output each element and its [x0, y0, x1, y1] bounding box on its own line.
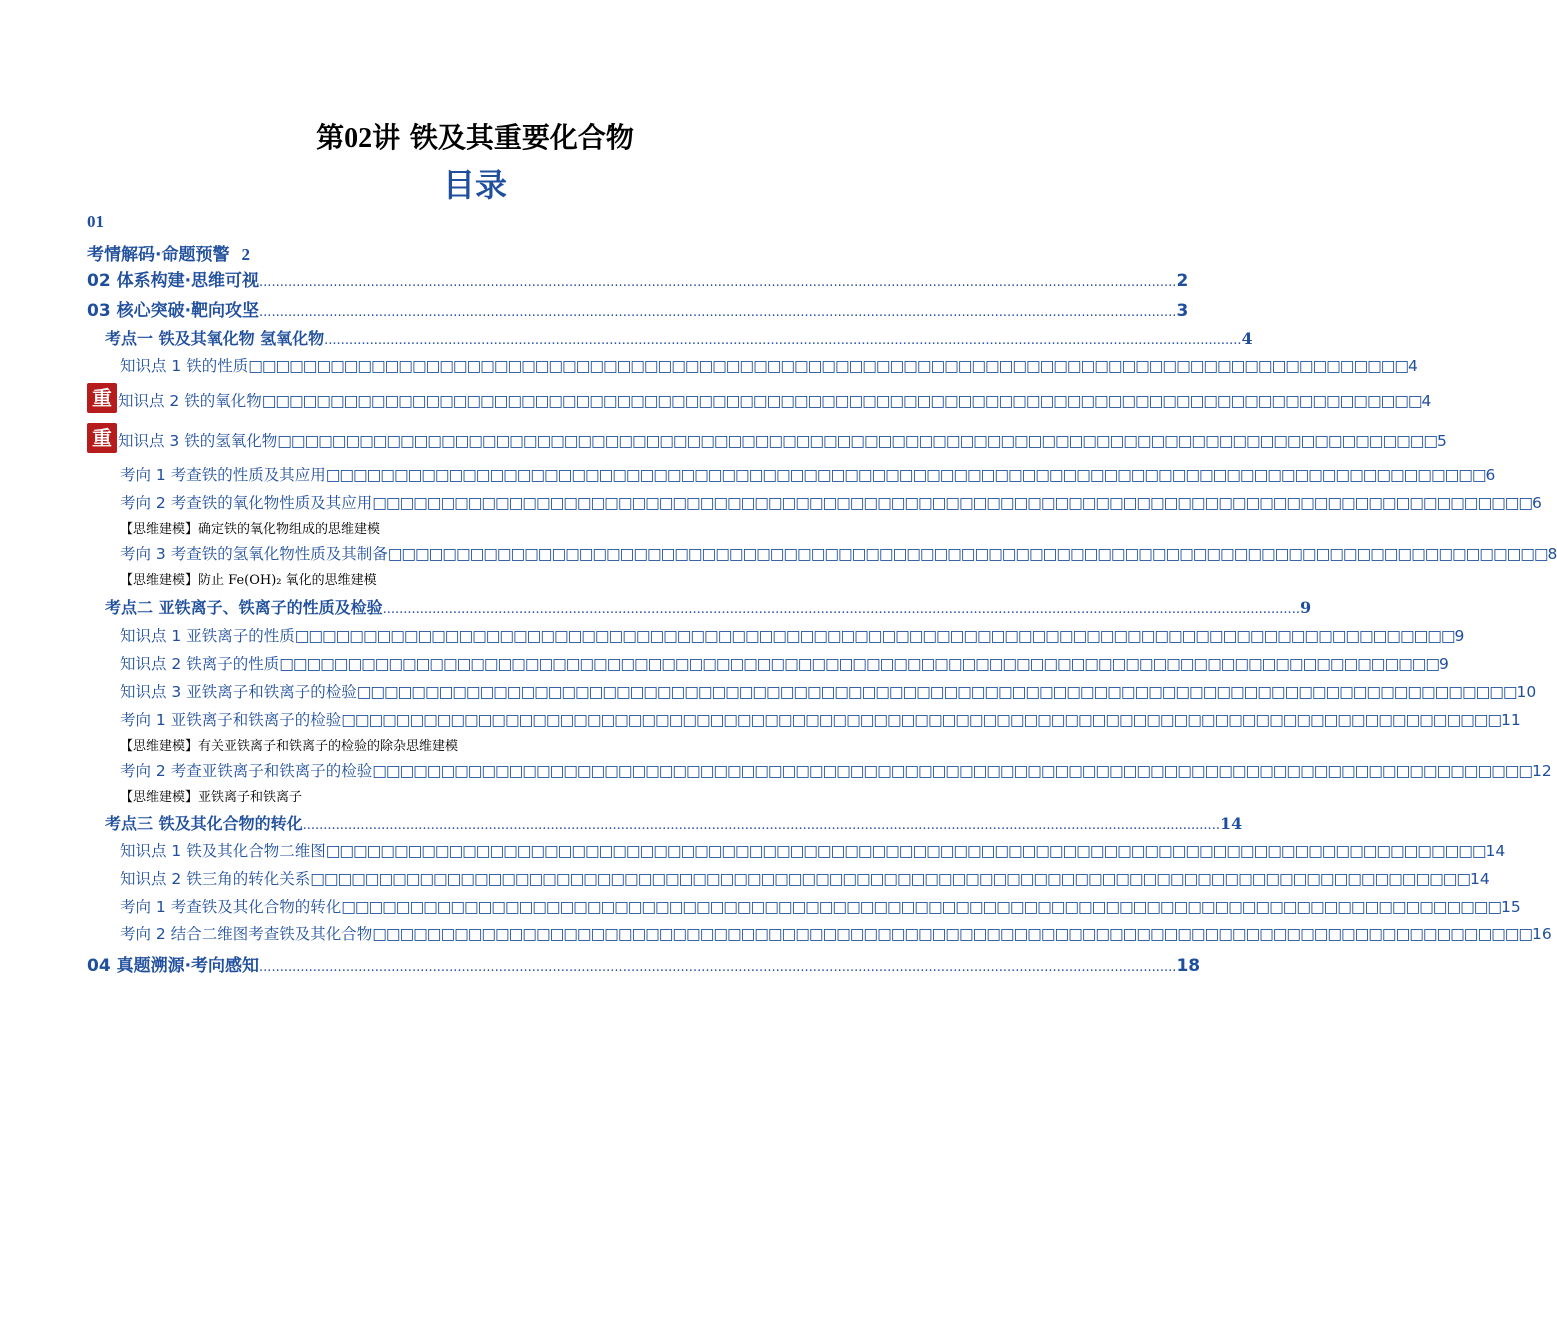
toc-entry-zhishidian-1-2[interactable]	[118, 389, 1432, 411]
toc-page: 11	[1501, 711, 1521, 729]
toc-entry-kaodian-3[interactable]	[105, 811, 1243, 834]
thinking-model-note: 【思维建模】有关亚铁离子和铁离子的检验的除杂思维建模	[120, 739, 459, 754]
toc-entry-zhishidian-2-3[interactable]	[120, 680, 1537, 702]
box-leader: □□□□□□□□□□□□□□□□□□□□□□□□□□□□□□□□□□□□□□□□□□□□□□□□□□□□□□□□□□□□□□□□□□□□□□□□□□□□□□□□□□□□□	[325, 466, 1486, 484]
dot-leader: ..............................................................................................................................................................................................................................	[259, 960, 1177, 975]
toc-entry-04[interactable]	[87, 951, 1201, 976]
toc-entry-kaoxiang-2-1[interactable]	[120, 708, 1521, 730]
toc-label: 知识点 2 铁三角的转化关系	[120, 870, 311, 888]
box-leader: □□□□□□□□□□□□□□□□□□□□□□□□□□□□□□□□□□□□□□□□□□□□□□□□□□□□□□□□□□□□□□□□□□□□□□□□□□□□□□□□□□□□□	[372, 494, 1533, 512]
toc-page: 16	[1532, 925, 1552, 943]
toc-page: 9	[1439, 655, 1449, 673]
title-suffix: 讲 铁及其重要化合物	[372, 121, 634, 154]
toc-entry-kaoxiang-2-2[interactable]	[120, 759, 1552, 781]
toc-label: 知识点 1 铁的性质	[120, 357, 249, 375]
toc-page: 5	[1437, 432, 1447, 450]
box-leader: □□□□□□□□□□□□□□□□□□□□□□□□□□□□□□□□□□□□□□□□□□□□□□□□□□□□□□□□□□□□□□□□□□□□□□□□□□□□□□□□□□□□□	[294, 627, 1455, 645]
toc-entry-02[interactable]	[87, 266, 1189, 291]
toc-entry-kaodian-1[interactable]	[105, 326, 1253, 349]
box-leader: □□□□□□□□□□□□□□□□□□□□□□□□□□□□□□□□□□□□□□□□□□□□□□□□□□□□□□□□□□□□□□□□□□□□□□□□□□□□□□□□□□□□□	[325, 842, 1486, 860]
box-leader: □□□□□□□□□□□□□□□□□□□□□□□□□□□□□□□□□□□□□□□□□□□□□□□□□□□□□□□□□□□□□□□□□□□□□□□□□□□□□□□□□□□□□	[341, 898, 1502, 916]
box-leader: □□□□□□□□□□□□□□□□□□□□□□□□□□□□□□□□□□□□□□□□□□□□□□□□□□□□□□□□□□□□□□□□□□□□□□□□□□□□□□□□□□□□□	[277, 432, 1438, 450]
toc-label: 考向 2 考查亚铁离子和铁离子的检验	[120, 762, 373, 780]
toc-label: 知识点 3 铁的氢氧化物	[118, 432, 278, 450]
toc-entry-zhishidian-3-1[interactable]	[120, 839, 1506, 861]
toc-entry-zhishidian-2-2[interactable]	[120, 652, 1449, 674]
box-leader: □□□□□□□□□□□□□□□□□□□□□□□□□□□□□□□□□□□□□□□□□□□□□□□□□□□□□□□□□□□□□□□□□□□□□□□□□□□□□□□□□□□□□	[356, 683, 1517, 701]
toc-entry-kaoxiang-3-2[interactable]	[120, 922, 1552, 944]
toc-label: 考情解码·命题预警	[87, 245, 230, 265]
toc-page: 10	[1516, 683, 1537, 701]
toc-entry-kaoxiang-1-1[interactable]	[120, 463, 1496, 485]
toc-page: 8	[1547, 545, 1557, 563]
toc-entry-01-number[interactable]	[87, 212, 104, 232]
toc-entry-zhishidian-2-1[interactable]	[120, 624, 1465, 646]
dot-leader: ..............................................................................................................................................................................................................................	[382, 602, 1300, 617]
toc-page: 6	[1485, 466, 1496, 484]
toc-label: 知识点 3 亚铁离子和铁离子的检验	[120, 683, 357, 701]
toc-page: 4	[1241, 329, 1253, 348]
toc-page: 14	[1485, 842, 1506, 860]
toc-label: 考向 2 结合二维图考查铁及其化合物	[120, 925, 373, 943]
toc-page: 14	[1219, 814, 1243, 833]
toc-page: 9	[1299, 598, 1312, 617]
toc-entry-03[interactable]	[87, 296, 1189, 321]
toc-entry-kaoxiang-1-3[interactable]	[120, 542, 1557, 564]
toc-page: 12	[1532, 762, 1552, 780]
box-leader: □□□□□□□□□□□□□□□□□□□□□□□□□□□□□□□□□□□□□□□□□□□□□□□□□□□□□□□□□□□□□□□□□□□□□□□□□□□□□□□□□□□□□	[248, 357, 1409, 375]
thinking-model-note: 【思维建模】亚铁离子和铁离子	[120, 790, 303, 805]
box-leader: □□□□□□□□□□□□□□□□□□□□□□□□□□□□□□□□□□□□□□□□□□□□□□□□□□□□□□□□□□□□□□□□□□□□□□□□□□□□□□□□□□□□□	[279, 655, 1440, 673]
toc-entry-zhishidian-3-2[interactable]	[120, 867, 1490, 889]
toc-page: 3	[1176, 301, 1189, 321]
toc-page: 9	[1454, 627, 1465, 645]
toc-page: 6	[1532, 494, 1542, 512]
key-point-badge: 重	[87, 383, 117, 413]
box-leader: □□□□□□□□□□□□□□□□□□□□□□□□□□□□□□□□□□□□□□□□□□□□□□□□□□□□□□□□□□□□□□□□□□□□□□□□□□□□□□□□□□□□□	[387, 545, 1548, 563]
dot-leader: ..............................................................................................................................................................................................................................	[259, 275, 1177, 290]
box-leader: □□□□□□□□□□□□□□□□□□□□□□□□□□□□□□□□□□□□□□□□□□□□□□□□□□□□□□□□□□□□□□□□□□□□□□□□□□□□□□□□□□□□□	[310, 870, 1471, 888]
title-number: 02	[344, 123, 373, 154]
toc-page: 4	[1408, 357, 1418, 375]
toc-page: 18	[1176, 956, 1201, 976]
toc-label: 考点三 铁及其化合物的转化	[105, 814, 303, 833]
toc-label: 03 核心突破·靶向攻坚	[87, 301, 260, 321]
toc-label: 考点二 亚铁离子、铁离子的性质及检验	[105, 598, 383, 617]
box-leader: □□□□□□□□□□□□□□□□□□□□□□□□□□□□□□□□□□□□□□□□□□□□□□□□□□□□□□□□□□□□□□□□□□□□□□□□□□□□□□□□□□□□□	[341, 711, 1502, 729]
toc-label: 考向 1 亚铁离子和铁离子的检验	[120, 711, 342, 729]
toc-page: 15	[1501, 898, 1521, 916]
toc-label: 04 真题溯源·考向感知	[87, 956, 260, 976]
toc-entry-kaodian-2[interactable]	[105, 595, 1312, 618]
toc-label: 知识点 2 铁的氧化物	[118, 392, 262, 410]
box-leader: □□□□□□□□□□□□□□□□□□□□□□□□□□□□□□□□□□□□□□□□□□□□□□□□□□□□□□□□□□□□□□□□□□□□□□□□□□□□□□□□□□□□□	[372, 925, 1533, 943]
toc-entry-zhishidian-1-3[interactable]	[118, 429, 1447, 451]
toc-entry-01[interactable]	[87, 240, 250, 265]
toc-heading: 目录	[442, 166, 507, 204]
toc-entry-zhishidian-1-1[interactable]	[120, 354, 1418, 376]
toc-label: 02 体系构建·思维可视	[87, 271, 260, 291]
toc-label: 考向 1 考查铁的性质及其应用	[120, 466, 326, 484]
toc-label: 知识点 1 铁及其化合物二维图	[120, 842, 326, 860]
toc-entry-kaoxiang-3-1[interactable]	[120, 895, 1521, 917]
toc-label: 考向 2 考查铁的氧化物性质及其应用	[120, 494, 373, 512]
box-leader: □□□□□□□□□□□□□□□□□□□□□□□□□□□□□□□□□□□□□□□□□□□□□□□□□□□□□□□□□□□□□□□□□□□□□□□□□□□□□□□□□□□□□	[372, 762, 1533, 780]
toc-page: 2	[1176, 271, 1189, 291]
toc-label: 考点一 铁及其氧化物 氢氧化物	[105, 329, 325, 348]
toc-label: 知识点 2 铁离子的性质	[120, 655, 280, 673]
dot-leader: ..............................................................................................................................................................................................................................	[324, 333, 1242, 348]
toc-label: 01	[87, 212, 104, 231]
dot-leader: ..............................................................................................................................................................................................................................	[302, 818, 1220, 833]
toc-entry-kaoxiang-1-2[interactable]	[120, 491, 1542, 513]
dot-leader: ..............................................................................................................................................................................................................................	[259, 305, 1177, 320]
title-prefix: 第	[316, 121, 345, 154]
thinking-model-note: 【思维建模】确定铁的氧化物组成的思维建模	[120, 522, 381, 537]
toc-page: 4	[1421, 392, 1432, 410]
toc-label: 考向 3 考查铁的氢氧化物性质及其制备	[120, 545, 388, 563]
key-point-badge: 重	[87, 423, 117, 453]
toc-label: 知识点 1 亚铁离子的性质	[120, 627, 295, 645]
toc-page: 14	[1470, 870, 1490, 888]
toc-page: 2	[241, 245, 250, 264]
toc-label: 考向 1 考查铁及其化合物的转化	[120, 898, 342, 916]
box-leader: □□□□□□□□□□□□□□□□□□□□□□□□□□□□□□□□□□□□□□□□□□□□□□□□□□□□□□□□□□□□□□□□□□□□□□□□□□□□□□□□□□□□□	[261, 392, 1422, 410]
thinking-model-note: 【思维建模】防止 Fe(OH)₂ 氧化的思维建模	[120, 573, 377, 588]
